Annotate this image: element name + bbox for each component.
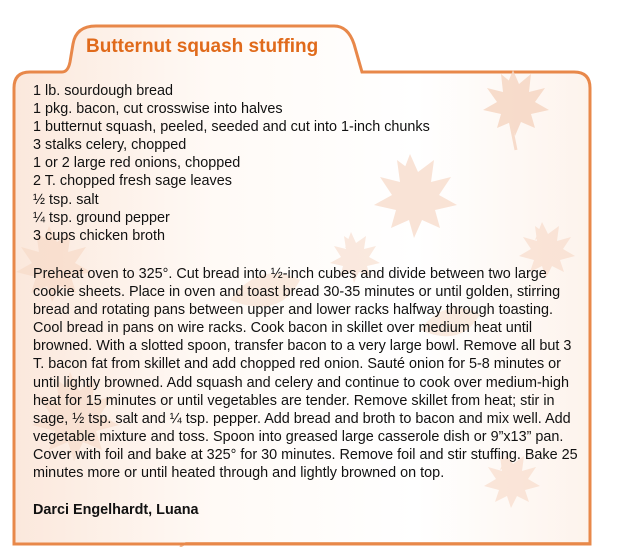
ingredient-item: 3 cups chicken broth (33, 227, 165, 244)
ingredient-item: 3 stalks celery, chopped (33, 137, 187, 154)
ingredient-item: 1 butternut squash, peeled, seeded and cut into 1-inch chunks (33, 119, 430, 136)
ingredient-item: 1 lb. sourdough bread (33, 83, 174, 99)
ingredient-item: ¼ tsp. ground pepper (33, 209, 170, 226)
ingredient-item: 1 or 2 large red onions, chopped (33, 155, 241, 172)
recipe-author: Darci Engelhardt, Luana (33, 502, 199, 518)
ingredient-item: ½ tsp. salt (33, 191, 99, 208)
recipe-directions: Preheat oven to 325°. Cut bread into ½-inch cubes and divide between two large cookie sheets. Place in oven and toast bread 30-35 minutes or until golden, stirring bread and rotating pans between upper and lower racks halfway through toasting. Cool bread in pans on wire racks. Cook bacon in skillet over medium heat until browned. With a slotted spoon, transfer bacon to a very large bowl. Remove all but 3 T. bacon fat from skillet and add chopped red onion. Sauté onion for 5-8 minutes or until lightly browned. Add squash and celery and continue to cook over medium-high heat for 15 minutes or until vegetables are tender. Remove skillet from heat; stir in sage, ½ tsp. salt and ¼ tsp. pepper. Add bread and broth to bacon and mix well. Add vegetable mixture and toss. Spoon into greased large casserole dish or 9”x13” pan. Cover with foil and bake at 325° for 30 minutes. Remove foil and stir stuffing. Bake 25 minutes more or until heated through and lightly browned on top. (33, 266, 578, 482)
ingredient-item: 2 T. chopped fresh sage leaves (33, 173, 232, 190)
ingredient-item: 1 pkg. bacon, cut crosswise into halves (33, 101, 283, 118)
recipe-title: Butternut squash stuffing (86, 36, 319, 57)
ingredient-list (33, 82, 430, 245)
